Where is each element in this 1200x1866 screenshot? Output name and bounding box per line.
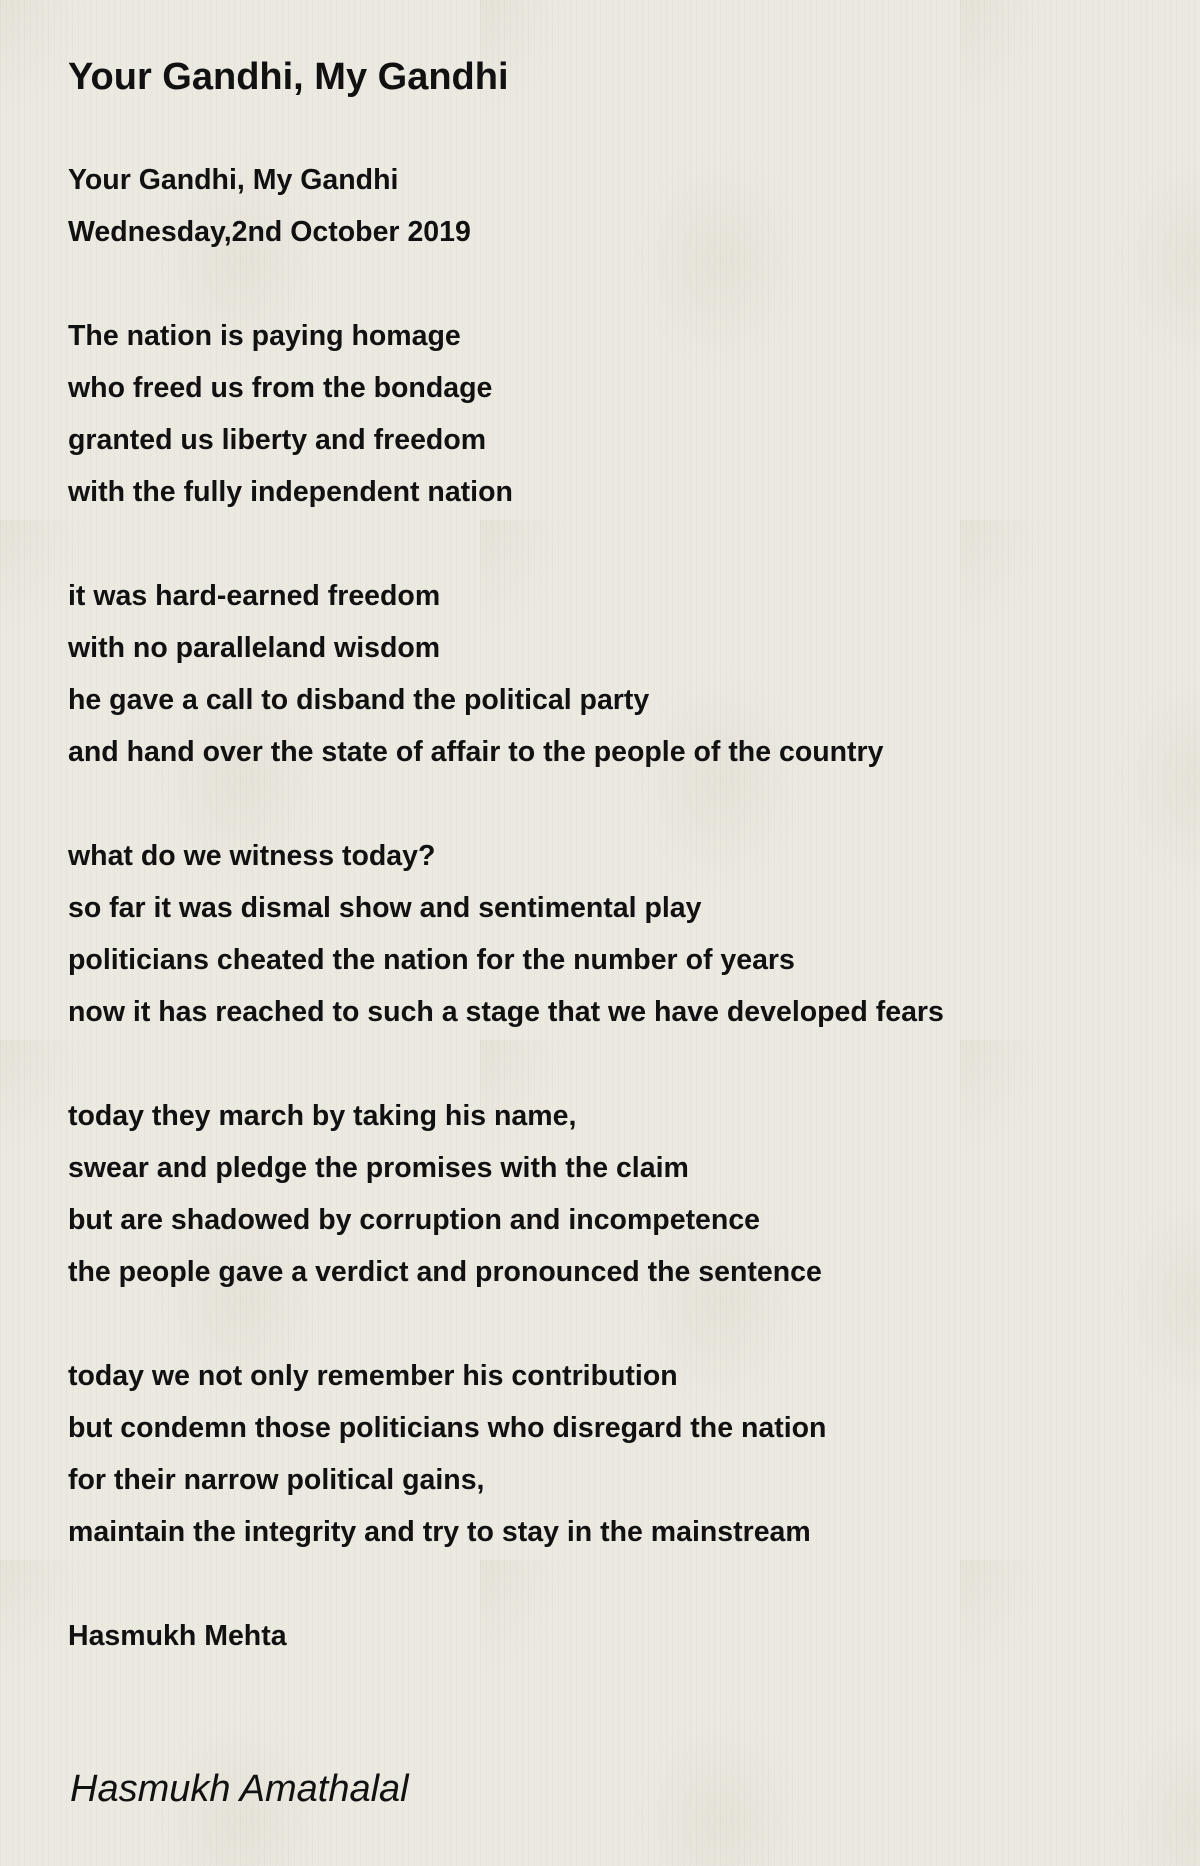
poem-line: but are shadowed by corruption and incompetence: [68, 1204, 761, 1236]
stanza: [68, 1090, 944, 1298]
stanza-author: [68, 1610, 944, 1662]
poem-line: for their narrow political gains,: [68, 1464, 485, 1496]
poet-signature: Hasmukh Amathalal: [70, 1768, 409, 1810]
poem-line: politicians cheated the nation for the number of years: [68, 944, 795, 976]
poem-line: with the fully independent nation: [68, 476, 513, 508]
poem-line: maintain the integrity and try to stay in the mainstream: [68, 1516, 811, 1548]
poem-title: Your Gandhi, My Gandhi: [68, 56, 509, 98]
poem-line: he gave a call to disband the political party: [68, 684, 650, 716]
stanza: [68, 830, 944, 1038]
poem-line: and hand over the state of affair to the people of the country: [68, 736, 884, 768]
poem-line: swear and pledge the promises with the claim: [68, 1152, 689, 1184]
poem-line: the people gave a verdict and pronounced the sentence: [68, 1256, 822, 1288]
poem-line: today we not only remember his contribution: [68, 1360, 678, 1392]
poem-line: The nation is paying homage: [68, 320, 461, 352]
poem-line: so far it was dismal show and sentimental play: [68, 892, 702, 924]
stanza: [68, 310, 944, 518]
poem-line: today they march by taking his name,: [68, 1100, 577, 1132]
poem-line: what do we witness today?: [68, 840, 436, 872]
stanza: [68, 1350, 944, 1558]
poem-line: Your Gandhi, My Gandhi: [68, 164, 399, 196]
poem-line: it was hard-earned freedom: [68, 580, 441, 612]
poem-line: with no paralleland wisdom: [68, 632, 441, 664]
poem-line: Wednesday,2nd October 2019: [68, 216, 471, 248]
poem-line: who freed us from the bondage: [68, 372, 493, 404]
author-line: Hasmukh Mehta: [68, 1620, 287, 1652]
poem-line: now it has reached to such a stage that we have developed fears: [68, 996, 944, 1028]
poem-line: granted us liberty and freedom: [68, 424, 487, 456]
stanza-heading: [68, 154, 944, 258]
poem-body: [68, 154, 944, 1662]
poem-line: but condemn those politicians who disregard the nation: [68, 1412, 827, 1444]
stanza: [68, 570, 944, 778]
